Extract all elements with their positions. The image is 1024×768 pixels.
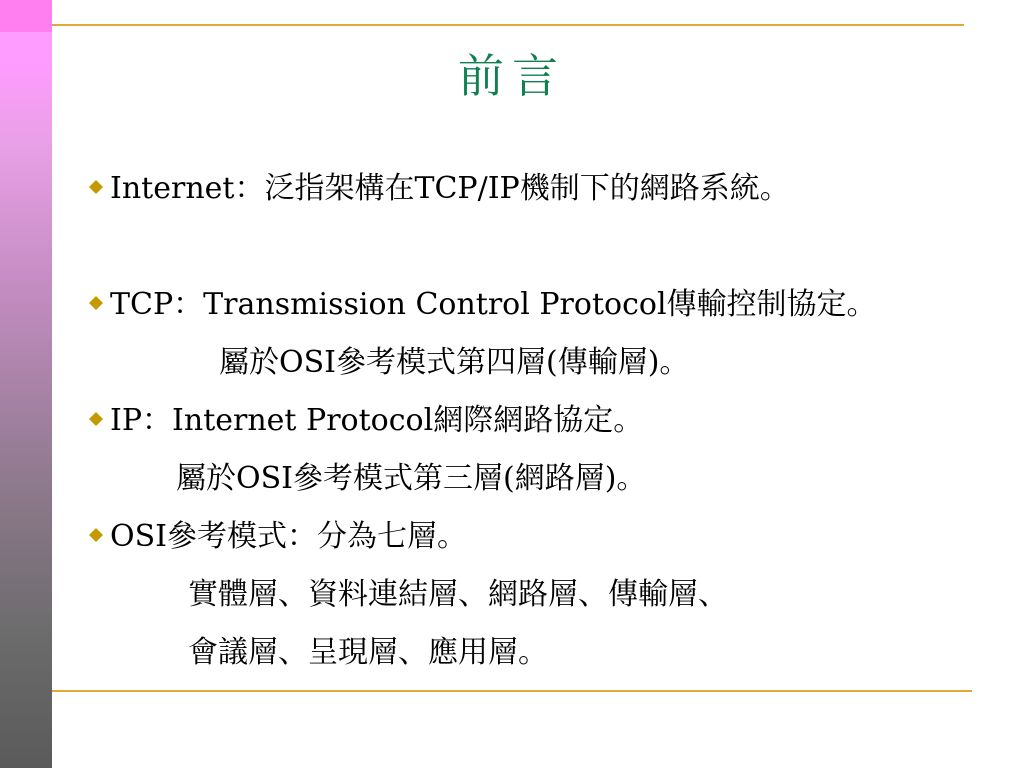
bullet-text: TCP：Transmission Control Protocol傳輸控制協定。 xyxy=(110,287,877,322)
sub-text: 屬於OSI參考模式第三層(網路層)。 xyxy=(176,461,647,496)
diamond-bullet-icon xyxy=(88,411,104,427)
top-rule xyxy=(52,24,964,26)
side-decoration-bar xyxy=(0,0,52,768)
slide-title: 前言 xyxy=(458,49,566,103)
diamond-bullet-icon xyxy=(88,295,104,311)
sub-text: 屬於OSI參考模式第四層(傳輸層)。 xyxy=(219,345,690,380)
sub-text: 會議層、呈現層、應用層。 xyxy=(188,635,548,670)
diamond-bullet-icon xyxy=(88,179,104,195)
bullet-text: OSI參考模式：分為七層。 xyxy=(110,519,467,554)
bullet-item-osi xyxy=(88,508,1008,566)
bottom-rule xyxy=(52,690,972,692)
bullet-text: Internet：泛指架構在TCP/IP機制下的網路系統。 xyxy=(110,171,790,206)
sub-line-osi-layers-2 xyxy=(88,624,1008,682)
sub-line-osi-layers-1 xyxy=(88,566,1008,624)
sub-text: 實體層、資料連結層、網路層、傳輸層、 xyxy=(188,577,728,612)
bullet-item-ip xyxy=(88,392,1008,450)
side-bar-top-strip xyxy=(0,0,52,32)
sub-line-ip-layer xyxy=(88,450,1008,508)
spacer xyxy=(88,218,1008,276)
bullet-item-tcp xyxy=(88,276,1008,334)
bullet-text: IP：Internet Protocol網際網路協定。 xyxy=(110,403,644,438)
slide-body xyxy=(88,160,1008,682)
sub-line-tcp-layer xyxy=(88,334,1008,392)
bullet-item-internet xyxy=(88,160,1008,218)
diamond-bullet-icon xyxy=(88,527,104,543)
